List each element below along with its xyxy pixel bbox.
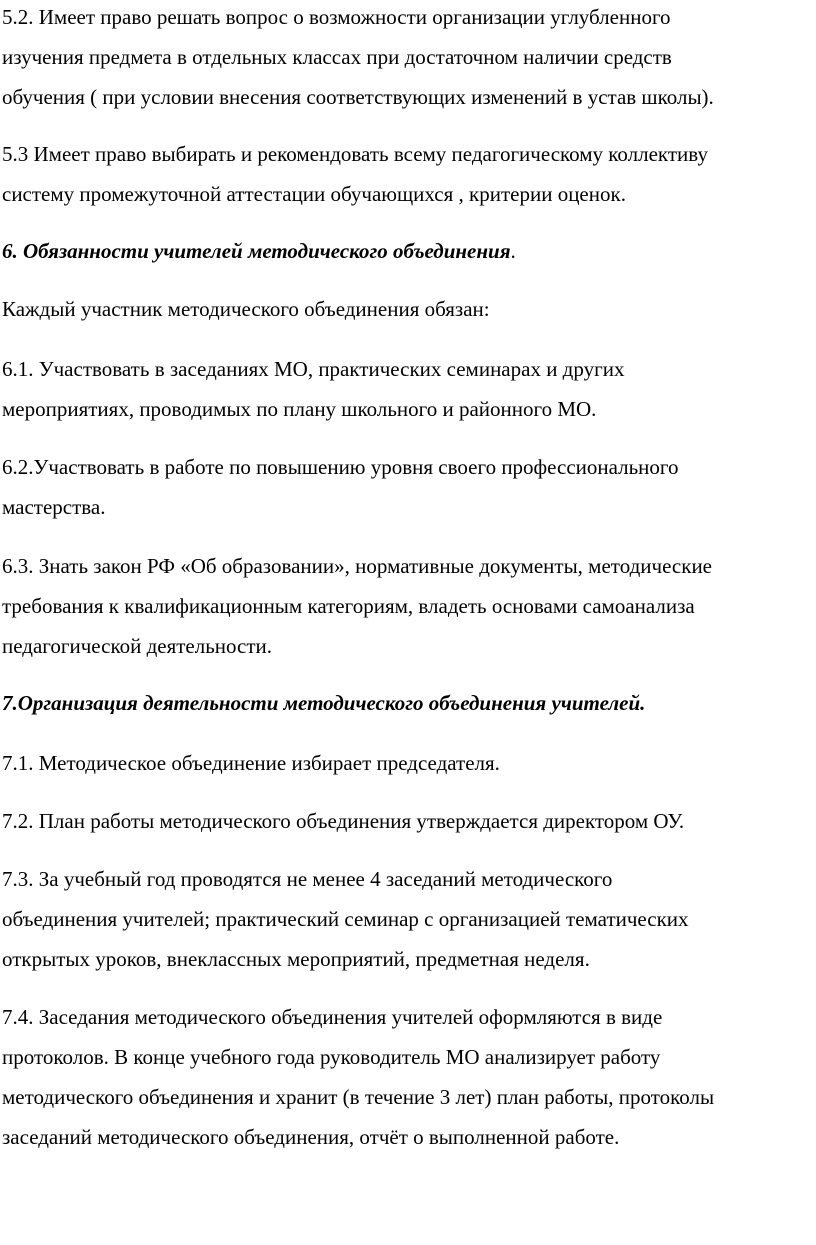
- section-heading-6: [2, 238, 516, 264]
- paragraph-7-4-line-1: 7.4. Заседания методического объединения учителей оформляются в виде: [2, 1005, 663, 1029]
- paragraph-5-3-line-1: 5.3 Имеет право выбирать и рекомендовать всему педагогическому коллективу: [2, 142, 708, 166]
- paragraph-5-2-line-1: 5.2. Имеет право решать вопрос о возможности организации углубленного: [2, 5, 671, 29]
- paragraph-7-4-line-2: протоколов. В конце учебного года руководитель МО анализирует работу: [2, 1045, 661, 1069]
- section-heading-7: 7.Организация деятельности методического объединения учителей.: [2, 691, 646, 715]
- paragraph-6-1-line-1: 6.1. Участвовать в заседаниях МО, практических семинарах и других: [2, 357, 625, 381]
- paragraph-5-2-line-2: изучения предмета в отдельных классах при достаточном наличии средств: [2, 45, 672, 69]
- paragraph-6-1-line-2: мероприятиях, проводимых по плану школьного и районного МО.: [2, 397, 597, 421]
- section-heading-6-text: 6. Обязанности учителей методического объединения: [2, 239, 511, 263]
- paragraph-6-3-line-2: требования к квалификационным категориям, владеть основами самоанализа: [2, 594, 695, 618]
- paragraph-6-2-line-2: мастерства.: [2, 495, 106, 519]
- section-heading-6-period: .: [510, 239, 516, 263]
- paragraph-7-3-line-3: открытых уроков, внеклассных мероприятий, предметная неделя.: [2, 947, 590, 971]
- paragraph-6-3-line-1: 6.3. Знать закон РФ «Об образовании», нормативные документы, методические: [2, 554, 713, 578]
- paragraph-7-4-line-4: заседаний методического объединения, отчёт о выполненной работе.: [2, 1125, 620, 1149]
- paragraph-5-2-line-3: обучения ( при условии внесения соответствующих изменений в устав школы).: [2, 85, 714, 109]
- paragraph-6-3-line-3: педагогической деятельности.: [2, 634, 273, 658]
- paragraph-5-3-line-2: систему промежуточной аттестации обучающихся , критерии оценок.: [2, 182, 626, 206]
- paragraph-7-3-line-2: объединения учителей; практический семинар с организацией тематических: [2, 907, 689, 931]
- paragraph-7-1: 7.1. Методическое объединение избирает председателя.: [2, 751, 500, 775]
- paragraph-7-4-line-3: методического объединения и хранит (в течение 3 лет) план работы, протоколы: [2, 1085, 715, 1109]
- paragraph-7-3-line-1: 7.3. За учебный год проводятся не менее 4 заседаний методического: [2, 867, 613, 891]
- paragraph-7-2: 7.2. План работы методического объединения утверждается директором ОУ.: [2, 809, 685, 833]
- paragraph-6-2-line-1: 6.2.Участвовать в работе по повышению уровня своего профессионального: [2, 455, 679, 479]
- paragraph-6-intro: Каждый участник методического объединения обязан:: [2, 297, 490, 321]
